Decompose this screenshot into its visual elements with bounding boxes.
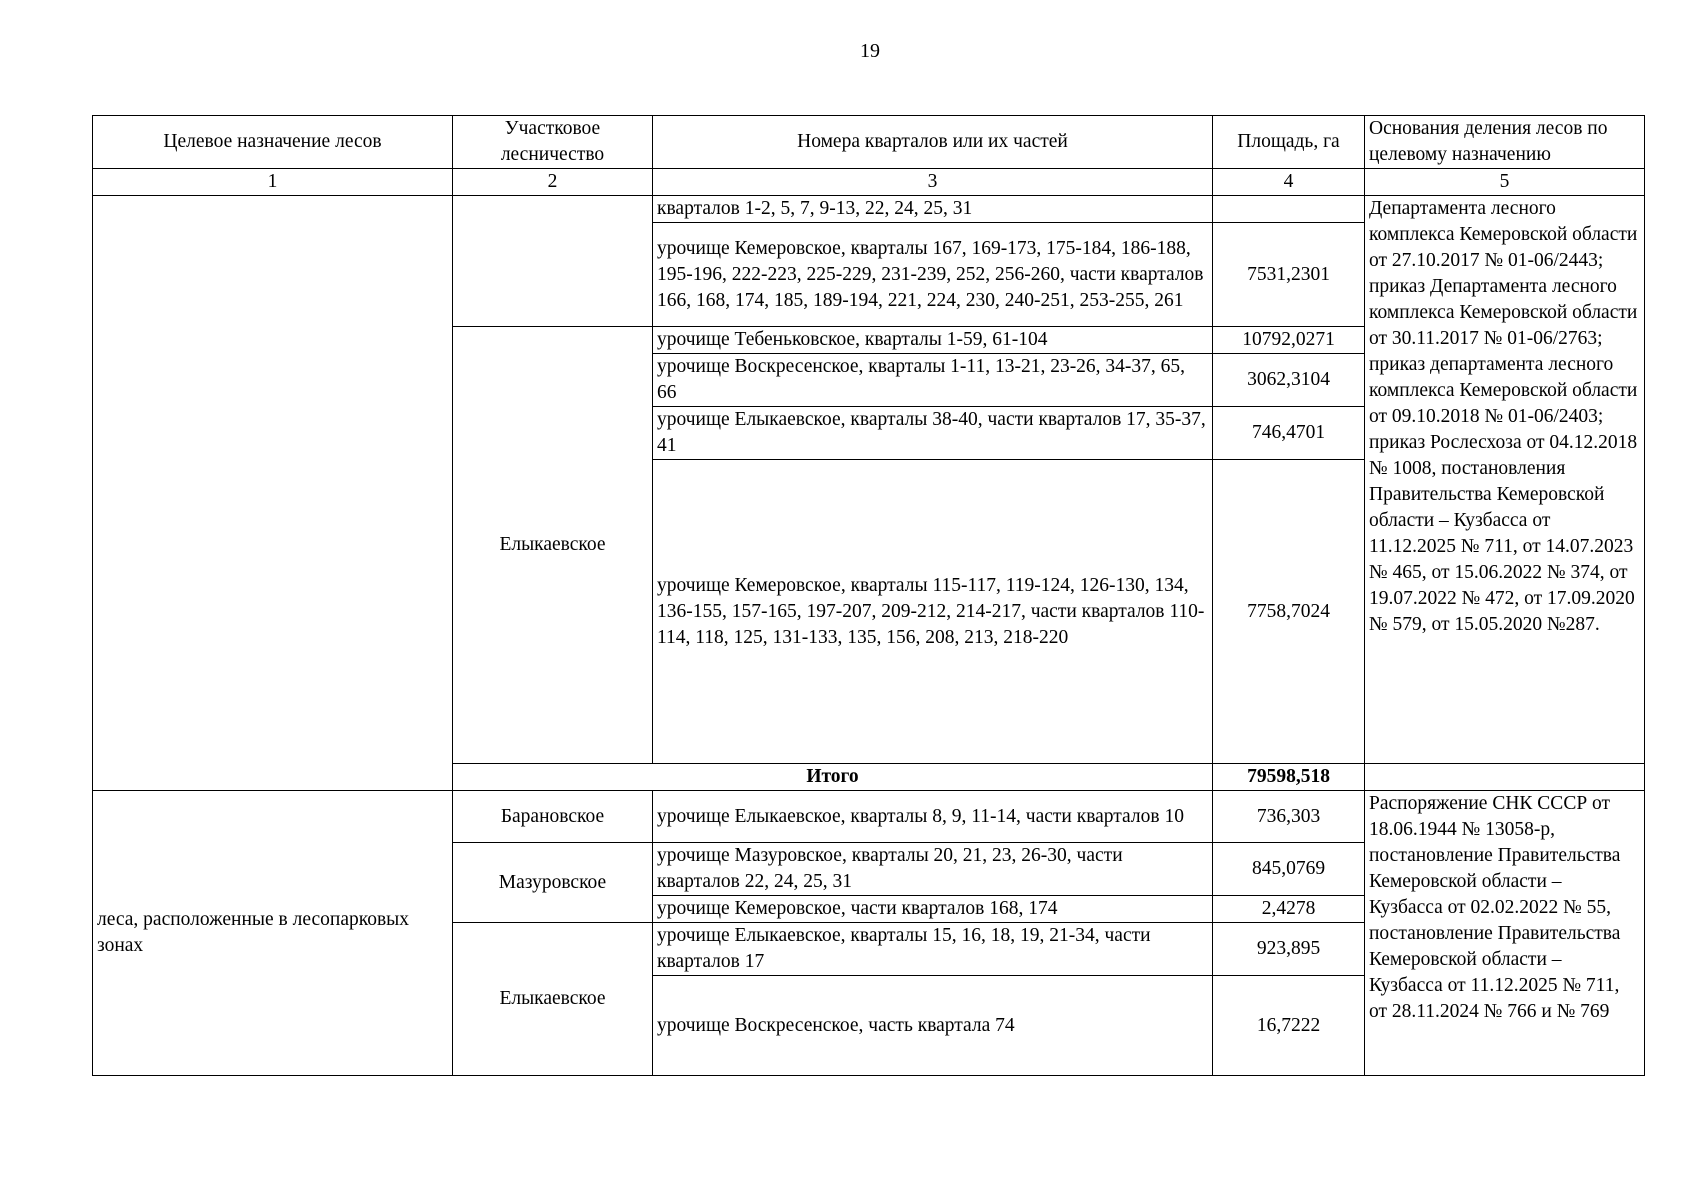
area-cell: 16,7222 xyxy=(1213,976,1365,1076)
area-cell: 7531,2301 xyxy=(1213,223,1365,327)
quarters-cell: урочище Елыкаевское, кварталы 8, 9, 11-14, части кварталов 10 xyxy=(653,791,1213,843)
column-number: 2 xyxy=(453,169,653,196)
forestry-cell: Мазуровское xyxy=(453,843,653,923)
table-row xyxy=(93,196,1645,223)
table-row xyxy=(93,791,1645,843)
header-purpose: Целевое назначение лесов xyxy=(93,116,453,169)
quarters-cell: урочище Елыкаевское, кварталы 15, 16, 18, 19, 21-34, части кварталов 17 xyxy=(653,923,1213,976)
basis-cell: Департамента лесного комплекса Кемеровской области от 27.10.2017 № 01-06/2443; приказ Департамента лесного комплекса Кемеровской области от 30.11.2017 № 01-06/2763; приказ департамента лесного комплекса Кемеровской области от 09.10.2018 № 01-06/2403; приказ Рослесхоза от 04.12.2018 № 1008, постановления Правительства Кемеровской области – Кузбасса от 11.12.2025 № 711, от 14.07.2023 № 465, от 15.06.2022 № 374, от 19.07.2022 № 472, от 17.09.2020 № 579, от 15.05.2020 №287. xyxy=(1365,196,1645,764)
column-number: 3 xyxy=(653,169,1213,196)
forestry-cell: Елыкаевское xyxy=(453,327,653,764)
area-cell: 10792,0271 xyxy=(1213,327,1365,354)
header-area: Площадь, га xyxy=(1213,116,1365,169)
quarters-cell: урочище Кемеровское, кварталы 167, 169-173, 175-184, 186-188, 195-196, 222-223, 225-229, 231-239, 252, 256-260, части кварталов 166, 168, 174, 185, 189-194, 221, 224, 230, 240-251, 253-255, 261 xyxy=(653,223,1213,327)
forest-purpose-table xyxy=(92,115,1645,1076)
area-cell: 923,895 xyxy=(1213,923,1365,976)
area-cell: 3062,3104 xyxy=(1213,354,1365,407)
forestry-cell xyxy=(453,196,653,327)
quarters-cell: урочище Воскресенское, часть квартала 74 xyxy=(653,976,1213,1076)
area-cell xyxy=(1213,196,1365,223)
header-basis: Основания деления лесов по целевому назначению xyxy=(1365,116,1645,169)
header-quarters: Номера кварталов или их частей xyxy=(653,116,1213,169)
area-cell: 7758,7024 xyxy=(1213,460,1365,764)
column-number: 4 xyxy=(1213,169,1365,196)
area-cell: 746,4701 xyxy=(1213,407,1365,460)
header-forestry: Участковое лесничество xyxy=(453,116,653,169)
empty-cell xyxy=(1365,764,1645,791)
forestry-cell: Барановское xyxy=(453,791,653,843)
quarters-cell: урочище Воскресенское, кварталы 1-11, 13-21, 23-26, 34-37, 65, 66 xyxy=(653,354,1213,407)
forestry-cell: Елыкаевское xyxy=(453,923,653,1076)
purpose-cell: леса, расположенные в лесопарковых зонах xyxy=(93,791,453,1076)
column-number: 5 xyxy=(1365,169,1645,196)
column-number: 1 xyxy=(93,169,453,196)
quarters-cell: урочище Кемеровское, кварталы 115-117, 119-124, 126-130, 134, 136-155, 157-165, 197-207, 209-212, 214-217, части кварталов 110-114, 118, 125, 131-133, 135, 156, 208, 213, 218-220 xyxy=(653,460,1213,764)
purpose-cell xyxy=(93,196,453,791)
total-area: 79598,518 xyxy=(1213,764,1365,791)
quarters-cell: кварталов 1-2, 5, 7, 9-13, 22, 24, 25, 31 xyxy=(653,196,1213,223)
column-number-row xyxy=(93,169,1645,196)
total-label: Итого xyxy=(453,764,1213,791)
quarters-cell: урочище Тебеньковское, кварталы 1-59, 61-104 xyxy=(653,327,1213,354)
page-number: 19 xyxy=(860,40,880,62)
basis-cell: Распоряжение СНК СССР от 18.06.1944 № 13058-р, постановление Правительства Кемеровской области – Кузбасса от 02.02.2022 № 55, постановление Правительства Кемеровской области – Кузбасса от 11.12.2025 № 711, от 28.11.2024 № 766 и № 769 xyxy=(1365,791,1645,1076)
area-cell: 845,0769 xyxy=(1213,843,1365,896)
quarters-cell: урочище Мазуровское, кварталы 20, 21, 23, 26-30, части кварталов 22, 24, 25, 31 xyxy=(653,843,1213,896)
quarters-cell: урочище Елыкаевское, кварталы 38-40, части кварталов 17, 35-37, 41 xyxy=(653,407,1213,460)
area-cell: 736,303 xyxy=(1213,791,1365,843)
quarters-cell: урочище Кемеровское, части кварталов 168, 174 xyxy=(653,896,1213,923)
header-row xyxy=(93,116,1645,169)
area-cell: 2,4278 xyxy=(1213,896,1365,923)
